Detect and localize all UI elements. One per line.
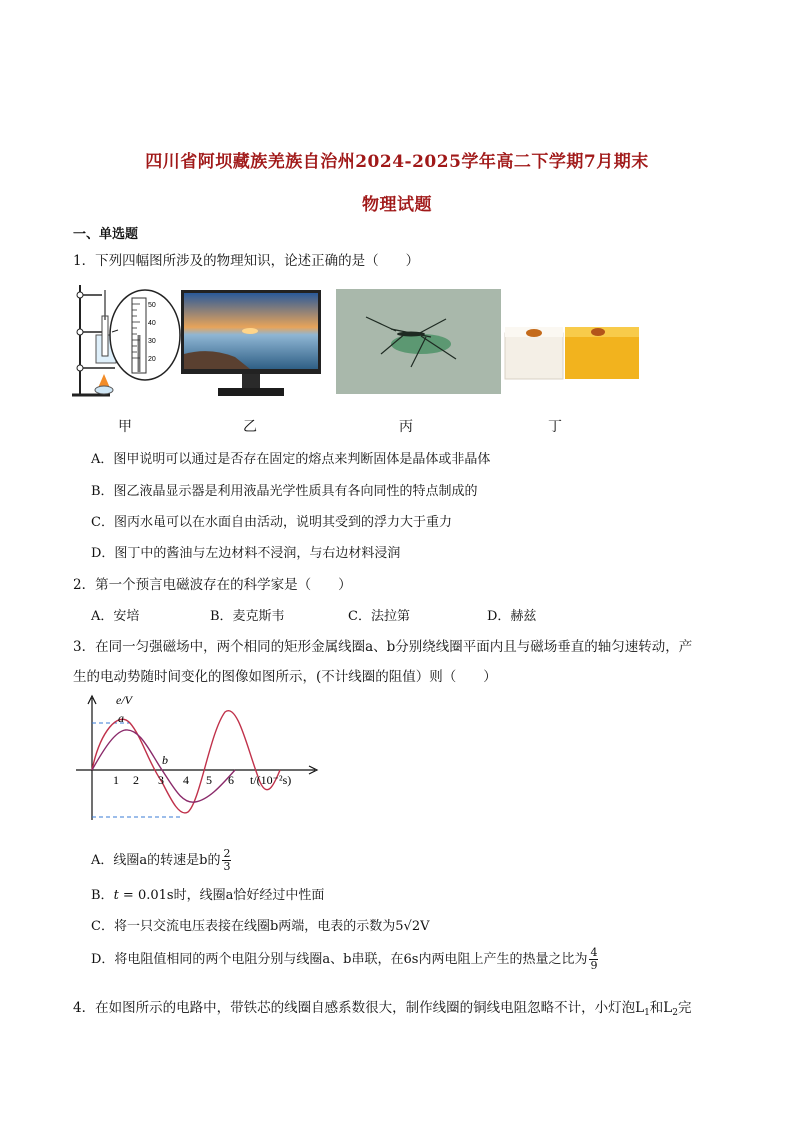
thermo-tick-30: 30 xyxy=(148,338,156,345)
graph-curve-a-label: a xyxy=(118,711,124,725)
q2-option-c: C．法拉第 xyxy=(348,609,410,624)
q3-option-d-num: 4 xyxy=(590,946,598,959)
q3-option-d-den: 9 xyxy=(590,959,598,972)
q4-stem-mid: 和L xyxy=(649,1000,673,1016)
q3-option-c-text: C．将一只交流电压表接在线圈b两端，电表的示数为 xyxy=(91,919,396,934)
q3-option-a-fraction xyxy=(222,848,231,873)
graph-tick-4: 4 xyxy=(183,773,189,787)
q3-option-a-num: 2 xyxy=(223,847,231,860)
q2-option-a: A．安培 xyxy=(91,609,140,624)
q4-stem xyxy=(73,996,692,1018)
q3-option-b-text: = 0.01s时，线圈a恰好经过中性面 xyxy=(118,888,325,903)
caption-ding: 丁 xyxy=(548,419,562,435)
q3-option-d xyxy=(91,947,598,972)
q3-option-b-prefix: B． xyxy=(91,888,114,903)
q3-option-a xyxy=(91,848,231,873)
thermo-tick-20: 20 xyxy=(148,356,156,363)
q4-sub-1: 1 xyxy=(644,1008,650,1018)
q3-option-d-fraction xyxy=(589,947,598,972)
q3-emf-graph xyxy=(70,692,320,827)
caption-yi: 乙 xyxy=(243,419,257,435)
q3-option-a-text: A．线圈a的转速是b的 xyxy=(91,853,221,868)
q4-stem-text: 4．在如图所示的电路中，带铁芯的线圈自感系数很大，制作线圈的铜线电阻忽略不计，小灯泡L xyxy=(73,1000,645,1016)
q1-option-a: A．图甲说明可以通过是否存在固定的熔点来判断固体是晶体或非晶体 xyxy=(91,452,491,467)
figure-ding-blocks xyxy=(503,321,643,381)
graph-tick-3: 3 xyxy=(158,773,164,787)
q1-option-b: B．图乙液晶显示器是利用液晶光学性质具有各向同性的特点制成的 xyxy=(91,484,478,499)
graph-tick-2: 2 xyxy=(133,773,139,787)
q3-option-d-text: D．将电阻值相同的两个电阻分别与线圈a、b串联，在6s内两电阻上产生的热量之比为 xyxy=(91,952,588,967)
section-heading: 一、单选题 xyxy=(73,227,139,242)
q1-option-d: D．图丁中的酱油与左边材料不浸润，与右边材料浸润 xyxy=(91,546,401,561)
q2-stem: 2．第一个预言电磁波存在的科学家是（ ） xyxy=(73,577,352,593)
graph-y-label: e/V xyxy=(116,693,132,707)
figure-bing-water-strider xyxy=(336,289,501,394)
graph-tick-5: 5 xyxy=(206,773,212,787)
graph-tick-1: 1 xyxy=(113,773,119,787)
q3-stem-line1: 3．在同一匀强磁场中，两个相同的矩形金属线圈a、b分别绕线圈平面内且与磁场垂直的轴匀速转动，产 xyxy=(73,639,693,655)
thermo-tick-40: 40 xyxy=(148,320,156,327)
q1-stem: 1．下列四幅图所涉及的物理知识，论述正确的是（ ） xyxy=(73,253,420,269)
figure-yi-monitor xyxy=(180,289,322,401)
q4-stem-end: 完 xyxy=(678,1000,692,1016)
figure-jia-apparatus xyxy=(70,280,185,405)
q3-option-c xyxy=(91,915,430,934)
q1-option-c: C．图丙水黾可以在水面自由活动，说明其受到的浮力大于重力 xyxy=(91,515,452,530)
page-title-line2: 物理试题 xyxy=(362,195,432,215)
q3-stem-line2: 生的电动势随时间变化的图像如图所示，(不计线圈的阻值）则（ ） xyxy=(73,669,497,685)
q2-option-d: D．赫兹 xyxy=(487,609,537,624)
q2-option-b: B．麦克斯韦 xyxy=(210,609,285,624)
thermo-tick-50: 50 xyxy=(148,302,156,309)
graph-curve-b-label: b xyxy=(162,753,168,767)
page-title-line1: 四川省阿坝藏族羌族自治州2024-2025学年高二下学期7月期末 xyxy=(145,152,649,172)
q3-option-b-var: t xyxy=(113,888,119,903)
q4-sub-2: 2 xyxy=(672,1008,678,1018)
q3-option-a-den: 3 xyxy=(223,860,231,873)
graph-tick-6: 6 xyxy=(228,773,234,787)
graph-x-label: t/(10⁻²s) xyxy=(250,773,292,787)
q3-option-c-value: 5√2V xyxy=(395,919,430,934)
caption-bing: 丙 xyxy=(399,419,413,435)
caption-jia: 甲 xyxy=(118,419,132,435)
q3-option-b xyxy=(91,884,324,903)
